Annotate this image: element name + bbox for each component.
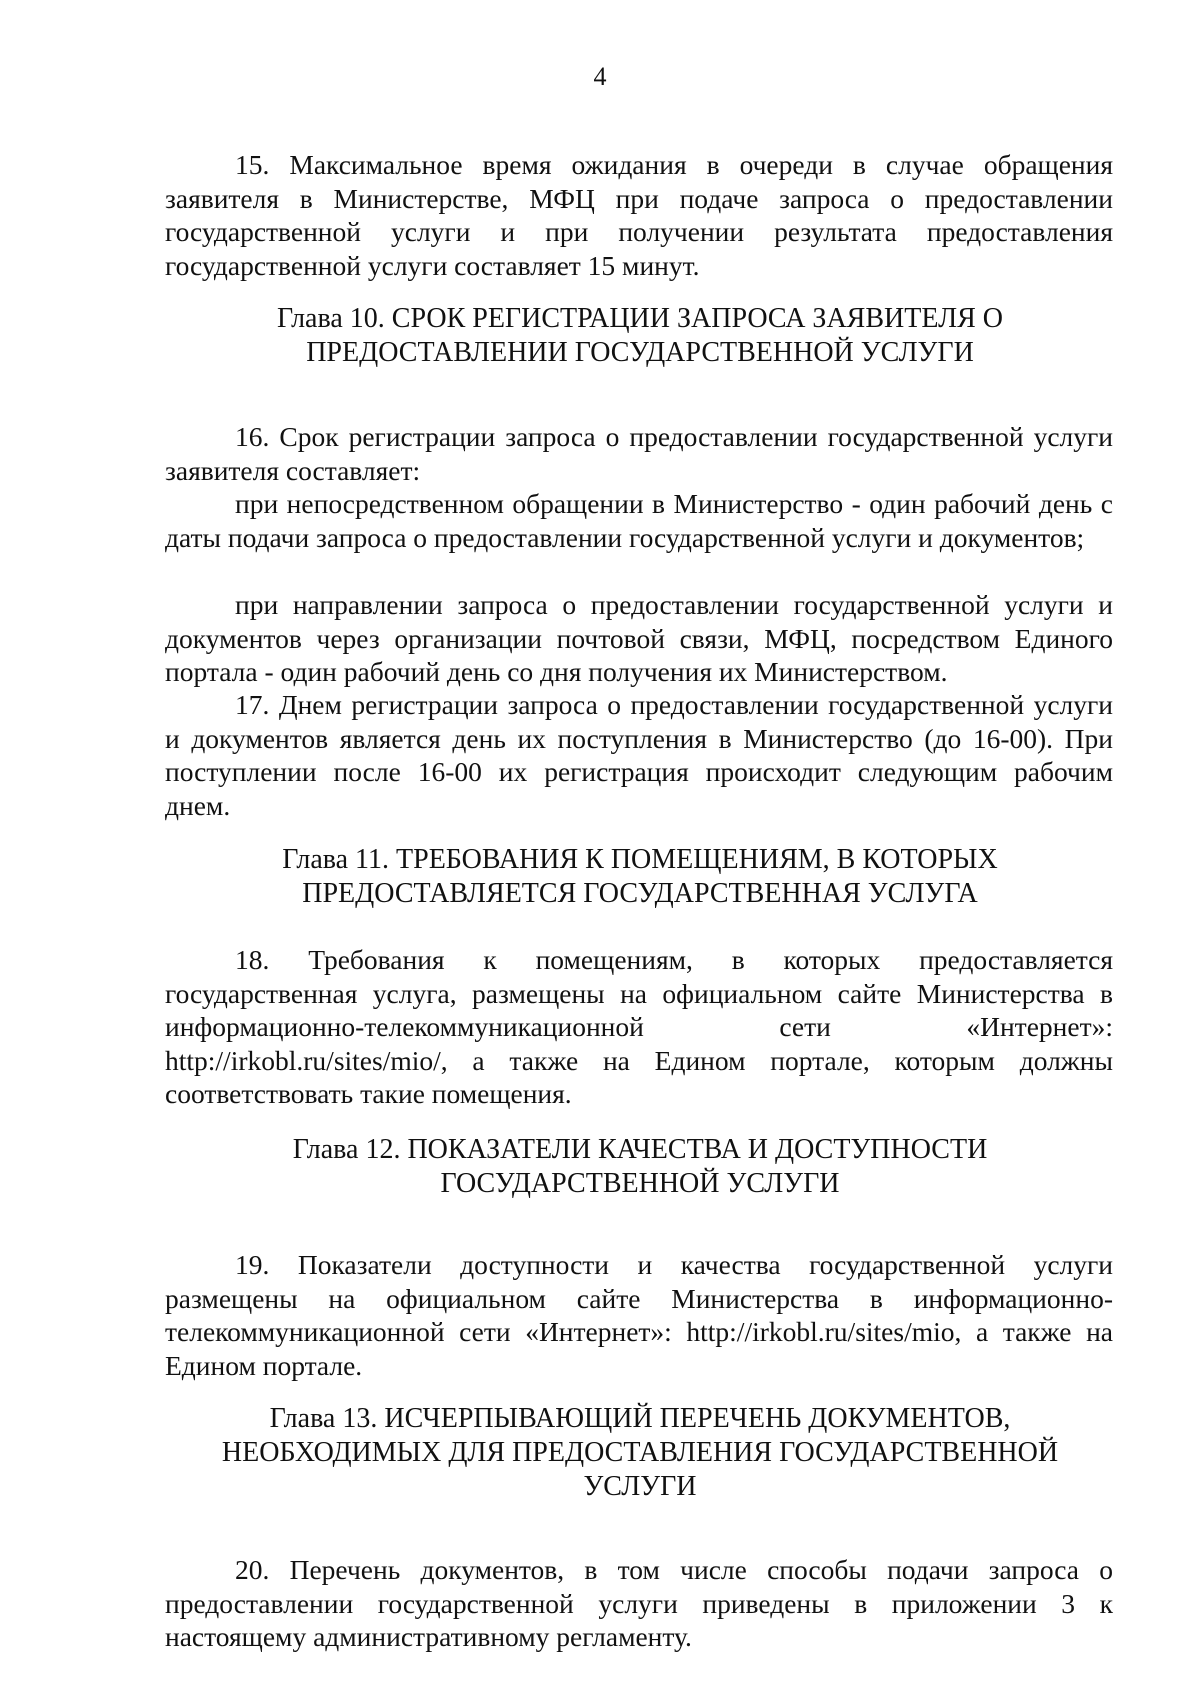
paragraph-16-b: при направлении запроса о предоставлении государственной услуги и документов через организации почтовой связи, МФЦ, посредством Единого портала - один рабочий день со дня получения их Министерством. (165, 589, 1113, 687)
paragraph-16-a: при непосредственном обращении в Министерство - один рабочий день с даты подачи запроса о предоставлении государственной услуги и документов; (165, 488, 1113, 553)
chapter-11-heading-line2: ПРЕДОСТАВЛЯЕТСЯ ГОСУДАРСТВЕННАЯ УСЛУГА (302, 878, 978, 909)
paragraph-15: 15. Максимальное время ожидания в очереди в случае обращения заявителя в Министерстве, МФЦ при подаче запроса о предоставлении государственной услуги и при получении результата предоставления государственной услуги составляет 15 минут. (165, 149, 1113, 281)
page-number: 4 (593, 62, 607, 91)
chapter-13-heading-line1: Глава 13. ИСЧЕРПЫВАЮЩИЙ ПЕРЕЧЕНЬ ДОКУМЕНТОВ, (269, 1403, 1011, 1434)
chapter-12-heading (150, 1133, 1130, 1201)
chapter-13-heading-line2: НЕОБХОДИМЫХ ДЛЯ ПРЕДОСТАВЛЕНИЯ ГОСУДАРСТВЕННОЙ (221, 1437, 1059, 1468)
chapter-10-heading (150, 302, 1130, 370)
paragraph-19: 19. Показатели доступности и качества государственной услуги размещены на официальном сайте Министерства в информационно-телекоммуникационной сети «Интернет»: http://irkobl.ru/sites/mio, а также на Едином портале. (165, 1249, 1113, 1381)
paragraph-16: 16. Срок регистрации запроса о предоставлении государственной услуги заявителя составляет: (165, 421, 1113, 486)
chapter-13-heading (150, 1402, 1130, 1504)
chapter-12-heading-line2: ГОСУДАРСТВЕННОЙ УСЛУГИ (440, 1168, 840, 1199)
paragraph-18: 18. Требования к помещениям, в которых предоставляется государственная услуга, размещены на официальном сайте Министерства в информационно-телекоммуникационной сети «Интернет»: http://irkobl.ru/sites/mio/, а также на Едином портале, которым должны соответствовать такие помещения. (165, 944, 1113, 1109)
chapter-10-heading-line2: ПРЕДОСТАВЛЕНИИ ГОСУДАРСТВЕННОЙ УСЛУГИ (306, 337, 974, 368)
paragraph-17: 17. Днем регистрации запроса о предоставлении государственной услуги и документов является день их поступления в Министерство (до 16-00). При поступлении после 16-00 их регистрация происходит следующим рабочим днем. (165, 689, 1113, 821)
chapter-13-heading-line3: УСЛУГИ (583, 1471, 697, 1502)
chapter-11-heading (150, 843, 1130, 911)
chapter-11-heading-line1: Глава 11. ТРЕБОВАНИЯ К ПОМЕЩЕНИЯМ, В КОТОРЫХ (282, 844, 998, 875)
chapter-10-heading-line1: Глава 10. СРОК РЕГИСТРАЦИИ ЗАПРОСА ЗАЯВИТЕЛЯ О (277, 303, 1003, 334)
paragraph-20: 20. Перечень документов, в том числе способы подачи запроса о предоставлении государственной услуги приведены в приложении 3 к настоящему административному регламенту. (165, 1554, 1113, 1652)
chapter-12-heading-line1: Глава 12. ПОКАЗАТЕЛИ КАЧЕСТВА И ДОСТУПНОСТИ (292, 1134, 988, 1165)
